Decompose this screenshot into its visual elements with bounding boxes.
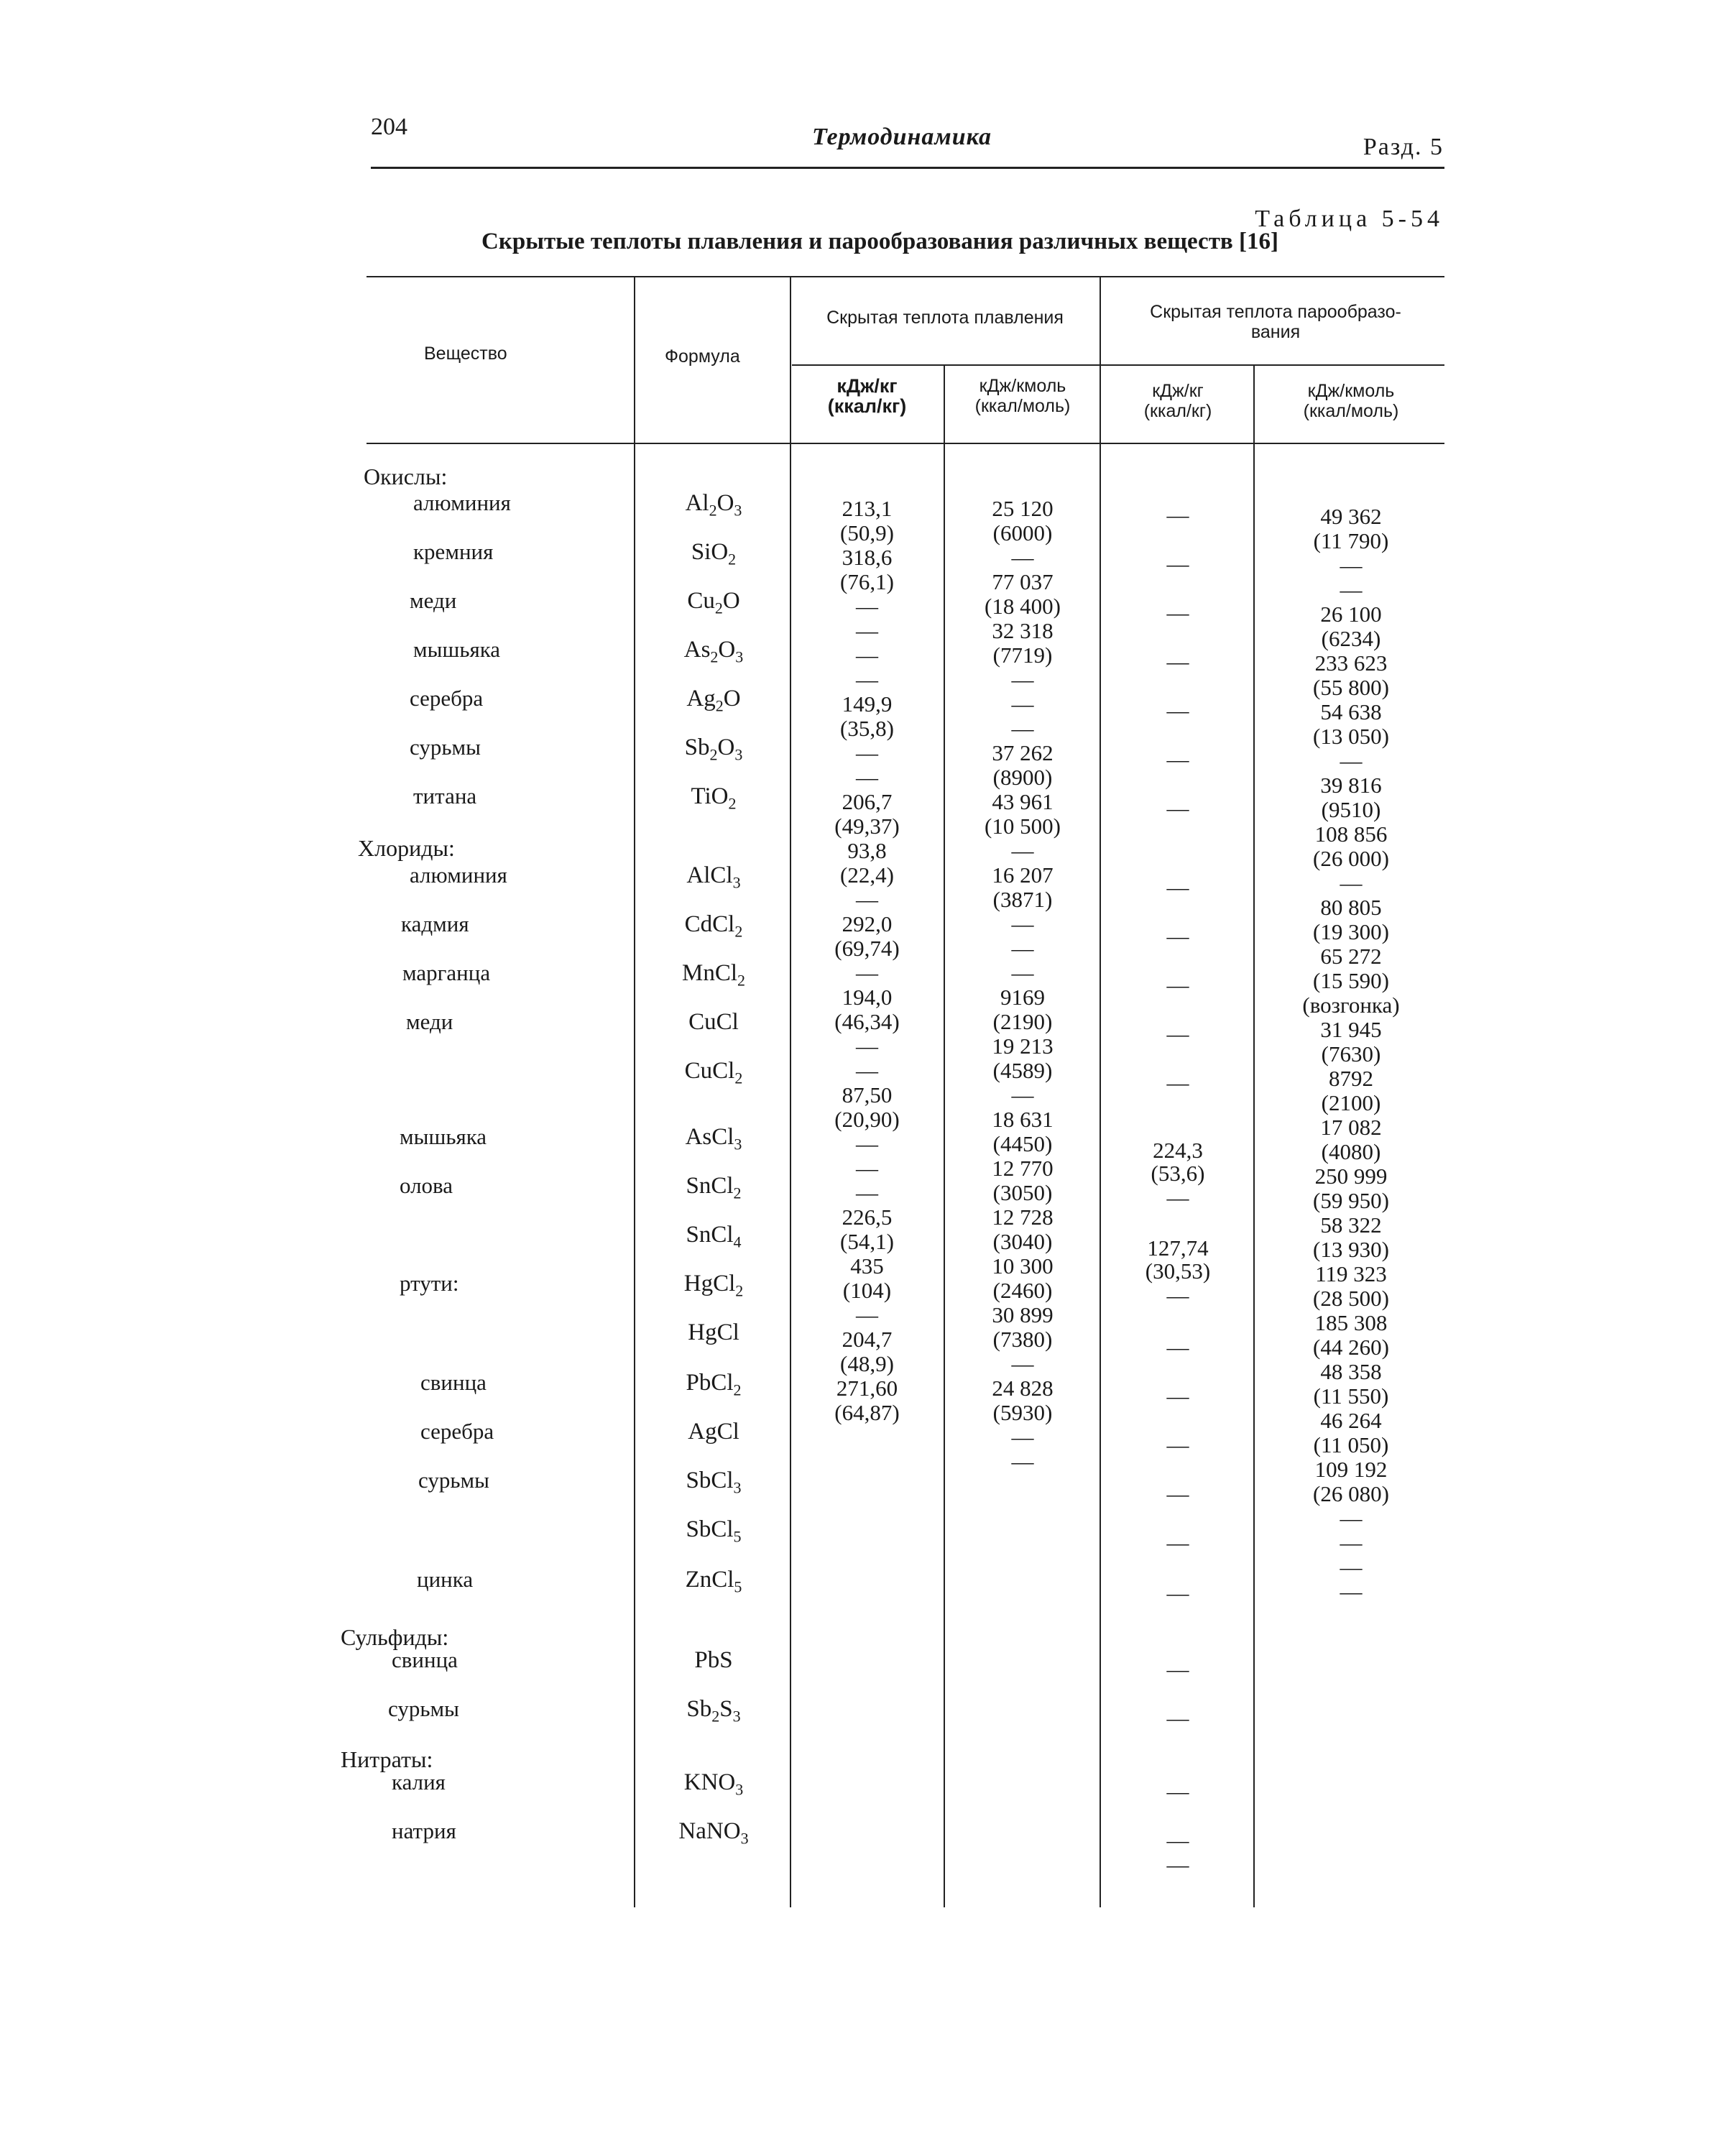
value-cell: —	[856, 1033, 878, 1059]
page-number: 204	[371, 114, 407, 140]
value-cell: (28 500)	[1313, 1286, 1389, 1311]
value-cell: (2460)	[992, 1278, 1053, 1303]
value-cell: —	[1166, 1481, 1189, 1506]
substance-name: ртути:	[400, 1271, 459, 1296]
value-cell: (54,1)	[840, 1229, 894, 1254]
value-cell: —	[856, 1156, 878, 1181]
value-cell: 9169	[1000, 985, 1045, 1010]
category-label: Сульфиды:	[341, 1624, 449, 1650]
value-cell: (9510)	[1321, 797, 1381, 822]
substance-name: сурьмы	[418, 1468, 489, 1493]
value-cell: —	[1166, 796, 1189, 821]
value-cell: 26 100	[1320, 602, 1382, 627]
value-cell: —	[1011, 1351, 1034, 1376]
formula: SbCl$_3$	[686, 1468, 742, 1497]
value-cell: —	[1166, 1383, 1189, 1409]
section-label: Разд. 5	[1363, 134, 1444, 160]
substance-name: марганца	[402, 960, 491, 985]
value-cell: (44 260)	[1313, 1335, 1389, 1360]
substance-name: титана	[413, 783, 477, 808]
substance-name: сурьмы	[410, 734, 481, 760]
value-cell: (11 550)	[1313, 1383, 1389, 1409]
value-cell: —	[1166, 551, 1189, 576]
formula: AgCl	[688, 1419, 739, 1445]
value-cell: —	[1166, 1580, 1189, 1606]
value-cell: —	[856, 960, 878, 985]
formula: MnCl$_2$	[681, 960, 746, 990]
value-cell: (30,53)	[1145, 1258, 1211, 1284]
value-cell: 17 082	[1320, 1115, 1382, 1140]
formula: ZnCl$_5$	[685, 1567, 742, 1596]
value-cell: (11 050)	[1313, 1432, 1389, 1457]
value-cell: —	[1340, 1506, 1363, 1531]
category-label: Хлориды:	[358, 835, 455, 861]
header-vapor-group: Скрытая теплота парообразо- вания	[1150, 302, 1401, 342]
header-vapor-kg: кДж/кг (ккал/кг)	[1143, 381, 1212, 421]
value-cell: 435	[850, 1253, 884, 1279]
value-cell: —	[1166, 923, 1189, 949]
value-cell: 204,7	[842, 1327, 893, 1352]
column-divider	[944, 364, 945, 1907]
substance-name: цинка	[417, 1567, 474, 1592]
value-cell: 206,7	[842, 789, 893, 814]
value-cell: 43 961	[992, 789, 1054, 814]
value-cell: (7719)	[992, 642, 1053, 668]
header-rule	[371, 167, 1444, 169]
value-cell: (49,37)	[834, 814, 900, 839]
value-cell: —	[1340, 1579, 1363, 1604]
value-cell: 271,60	[836, 1376, 898, 1401]
column-fusion-kmol	[947, 497, 1098, 1474]
value-cell: 30 899	[992, 1302, 1054, 1327]
value-cell: —	[1340, 577, 1363, 602]
table-label: Таблица 5-54	[1255, 206, 1444, 232]
value-cell: 12 728	[992, 1204, 1054, 1230]
value-cell: 213,1	[842, 496, 893, 521]
formula: $As_2O_3$	[683, 637, 744, 666]
value-cell: —	[1166, 1530, 1189, 1555]
value-cell: 46 264	[1320, 1408, 1382, 1433]
value-cell: (53,6)	[1151, 1161, 1205, 1186]
substance-name: кремния	[413, 539, 494, 564]
formula: SnCl$_4$	[686, 1222, 742, 1251]
value-cell: (3050)	[992, 1180, 1053, 1205]
value-cell: 39 816	[1320, 773, 1382, 798]
value-cell: 226,5	[842, 1204, 893, 1230]
value-cell: —	[856, 594, 878, 619]
value-cell: 12 770	[992, 1156, 1054, 1181]
value-cell: 18 631	[992, 1107, 1054, 1132]
value-cell: 194,0	[842, 985, 893, 1010]
value-cell: —	[856, 618, 878, 643]
value-cell: (50,9)	[840, 520, 894, 545]
formula: NaNO$_3$	[678, 1818, 749, 1848]
value-cell: (59 950)	[1313, 1188, 1389, 1213]
value-cell: (15 590)	[1313, 968, 1389, 993]
formula: SiO$_2$	[691, 539, 737, 568]
value-cell: 224,3	[1153, 1138, 1203, 1163]
category-label: Окислы:	[364, 464, 448, 489]
value-cell: —	[1011, 1082, 1034, 1107]
value-cell: (7630)	[1321, 1041, 1381, 1067]
column-divider	[1253, 364, 1255, 1907]
substance-name: калия	[392, 1769, 446, 1795]
substance-name: серебра	[420, 1419, 494, 1444]
value-cell: 77 037	[992, 569, 1054, 594]
value-cell: 318,6	[842, 545, 893, 570]
value-cell: (20,90)	[834, 1107, 900, 1132]
substance-name: алюминия	[410, 862, 507, 888]
value-cell: (8900)	[992, 765, 1053, 790]
formula: PbCl$_2$	[686, 1370, 742, 1399]
value-cell: —	[1166, 1283, 1189, 1308]
value-cell: (10 500)	[985, 814, 1061, 839]
substance-name: мышьяка	[413, 637, 501, 662]
formula: $Cu_2O$	[687, 588, 740, 617]
formula: TiO$_2$	[691, 783, 737, 813]
value-cell: 149,9	[842, 691, 893, 717]
substance-name: меди	[410, 588, 457, 613]
value-cell: (13 050)	[1313, 724, 1389, 749]
value-cell: (76,1)	[840, 569, 894, 594]
value-cell: 48 358	[1320, 1359, 1382, 1384]
value-cell: —	[1166, 972, 1189, 998]
table-top-rule	[367, 276, 1444, 277]
column-divider	[790, 276, 791, 1907]
value-cell: 54 638	[1320, 699, 1382, 724]
value-cell: —	[1166, 649, 1189, 674]
value-cell: 250 999	[1314, 1164, 1388, 1189]
value-cell: —	[1011, 1424, 1034, 1450]
value-cell: 58 322	[1320, 1212, 1382, 1238]
value-cell: —	[1166, 600, 1189, 625]
value-cell: —	[1011, 936, 1034, 961]
value-cell: —	[856, 667, 878, 692]
value-cell: —	[1011, 911, 1034, 936]
value-cell: 233 623	[1314, 650, 1388, 676]
value-cell: (2100)	[1321, 1090, 1381, 1115]
value-cell: —	[1166, 698, 1189, 723]
value-cell: (3871)	[992, 887, 1053, 912]
value-cell: 87,50	[842, 1082, 893, 1107]
value-cell: (4450)	[992, 1131, 1053, 1156]
value-cell: 19 213	[992, 1033, 1054, 1059]
value-cell: 93,8	[847, 838, 887, 863]
value-cell: (возгонка)	[1302, 992, 1400, 1018]
category-label: Нитраты:	[341, 1746, 433, 1772]
value-cell: —	[1011, 691, 1034, 717]
table-title: Скрытые теплоты плавления и парообразования различных веществ [16]	[481, 229, 1278, 254]
column-vapor-kmol	[1258, 505, 1444, 1604]
value-cell: 119 323	[1315, 1261, 1387, 1286]
substance-name: натрия	[392, 1818, 456, 1843]
substance-name: олова	[400, 1173, 453, 1198]
value-cell: —	[856, 887, 878, 912]
value-cell: (5930)	[992, 1400, 1053, 1425]
value-cell: —	[1011, 667, 1034, 692]
formula: SnCl$_2$	[686, 1173, 742, 1202]
value-cell: (69,74)	[834, 936, 900, 961]
value-cell: —	[856, 1180, 878, 1205]
value-cell: —	[1340, 748, 1363, 773]
value-cell: 8792	[1329, 1066, 1373, 1091]
value-cell: —	[1166, 747, 1189, 772]
substance-name: алюминия	[413, 490, 511, 515]
substance-name: мышьяка	[400, 1124, 487, 1149]
formula: $Ag_2O$	[686, 686, 741, 715]
value-cell: 24 828	[992, 1376, 1054, 1401]
value-cell: (6000)	[992, 520, 1053, 545]
value-cell: 109 192	[1314, 1457, 1388, 1482]
value-cell: 65 272	[1320, 944, 1382, 969]
formula: PbS	[694, 1647, 733, 1673]
value-cell: —	[856, 765, 878, 790]
value-cell: (7380)	[992, 1327, 1053, 1352]
value-cell: —	[1166, 1852, 1189, 1877]
value-cell: —	[856, 1302, 878, 1327]
value-cell: (13 930)	[1313, 1237, 1389, 1262]
value-cell: 31 945	[1320, 1017, 1382, 1042]
value-cell: —	[1011, 960, 1034, 985]
substance-name: меди	[406, 1009, 453, 1034]
value-cell: (3040)	[992, 1229, 1053, 1254]
substance-name: свинца	[420, 1370, 487, 1395]
value-cell: —	[1340, 1554, 1363, 1580]
value-cell: 10 300	[992, 1253, 1054, 1279]
value-cell: 185 308	[1314, 1310, 1388, 1335]
value-cell: (26 000)	[1313, 846, 1389, 871]
value-cell: 49 362	[1320, 504, 1382, 529]
value-cell: —	[856, 1131, 878, 1156]
formula: $Sb_2O_3$	[684, 734, 743, 764]
value-cell: —	[1011, 1449, 1034, 1474]
formula: HgCl$_2$	[683, 1271, 744, 1300]
value-cell: (26 080)	[1313, 1481, 1389, 1506]
value-cell: —	[856, 642, 878, 668]
value-cell: 127,74	[1147, 1235, 1209, 1261]
column-fusion-kg	[793, 497, 941, 1425]
value-cell: —	[1166, 1185, 1189, 1210]
value-cell: (104)	[842, 1278, 892, 1303]
formula: AsCl$_3$	[685, 1124, 742, 1153]
value-cell: —	[1166, 1705, 1189, 1731]
value-cell: (18 400)	[985, 594, 1061, 619]
value-cell: —	[1340, 870, 1363, 895]
value-cell: —	[1011, 545, 1034, 570]
value-cell: 25 120	[992, 496, 1054, 521]
header-substance: Вещество	[424, 344, 507, 364]
value-cell: —	[1166, 1432, 1189, 1457]
value-cell: (4080)	[1321, 1139, 1381, 1164]
value-cell: —	[1166, 1779, 1189, 1804]
value-cell: —	[1166, 1021, 1189, 1046]
value-cell: —	[1166, 875, 1189, 900]
value-cell: —	[1166, 502, 1189, 528]
header-vapor-kmol: кДж/кмоль (ккал/моль)	[1303, 381, 1399, 421]
value-cell: 108 856	[1314, 821, 1388, 847]
value-cell: —	[1340, 553, 1363, 578]
value-cell: (4589)	[992, 1058, 1053, 1083]
substance-name: кадмия	[401, 911, 469, 936]
header-fusion-kmol: кДж/кмоль (ккал/моль)	[974, 376, 1071, 416]
formula: CuCl$_2$	[684, 1058, 743, 1087]
running-title: Термодинамика	[812, 124, 992, 150]
formula: SbCl$_5$	[686, 1516, 742, 1546]
substance-name: свинца	[392, 1647, 458, 1672]
value-cell: —	[856, 740, 878, 765]
value-cell: (6234)	[1321, 626, 1381, 651]
group-underline-rule	[792, 364, 1444, 366]
value-cell: (55 800)	[1313, 675, 1389, 700]
value-cell: —	[1166, 1828, 1189, 1853]
header-fusion-kg: кДж/кг (ккал/кг)	[827, 375, 907, 417]
substance-name: сурьмы	[388, 1696, 459, 1721]
value-cell: 37 262	[992, 740, 1054, 765]
value-cell: —	[1166, 1335, 1189, 1360]
header-bottom-rule	[367, 443, 1444, 444]
column-divider	[1100, 276, 1101, 1907]
value-cell: —	[1011, 716, 1034, 741]
value-cell: (35,8)	[840, 716, 894, 741]
value-cell: 80 805	[1320, 895, 1382, 920]
formula: AlCl$_3$	[686, 862, 741, 892]
value-cell: —	[856, 1058, 878, 1083]
header-fusion-group: Скрытая теплота плавления	[826, 308, 1064, 328]
substance-name: серебра	[410, 686, 484, 711]
value-cell: (2190)	[992, 1009, 1053, 1034]
value-cell: (64,87)	[834, 1400, 900, 1425]
formula: $Al_2O_3$	[685, 490, 742, 520]
value-cell: 32 318	[992, 618, 1054, 643]
value-cell: —	[1166, 1070, 1189, 1095]
value-cell: (19 300)	[1313, 919, 1389, 944]
formula: $KNO_3$	[683, 1769, 744, 1799]
header-formula: Формула	[665, 346, 740, 367]
formula: CdCl$_2$	[684, 911, 743, 941]
value-cell: —	[1011, 838, 1034, 863]
value-cell: 16 207	[992, 862, 1054, 888]
value-cell: —	[1340, 1530, 1363, 1555]
formula: HgCl	[688, 1319, 739, 1345]
value-cell: (11 790)	[1313, 528, 1389, 553]
value-cell: (48,9)	[840, 1351, 894, 1376]
value-cell: (46,34)	[834, 1009, 900, 1034]
column-divider	[634, 276, 635, 1907]
formula: CuCl	[688, 1009, 739, 1035]
value-cell: —	[1166, 1657, 1189, 1682]
formula: $Sb_2S_3$	[686, 1696, 741, 1726]
value-cell: (22,4)	[840, 862, 894, 888]
value-cell: 292,0	[842, 911, 893, 936]
